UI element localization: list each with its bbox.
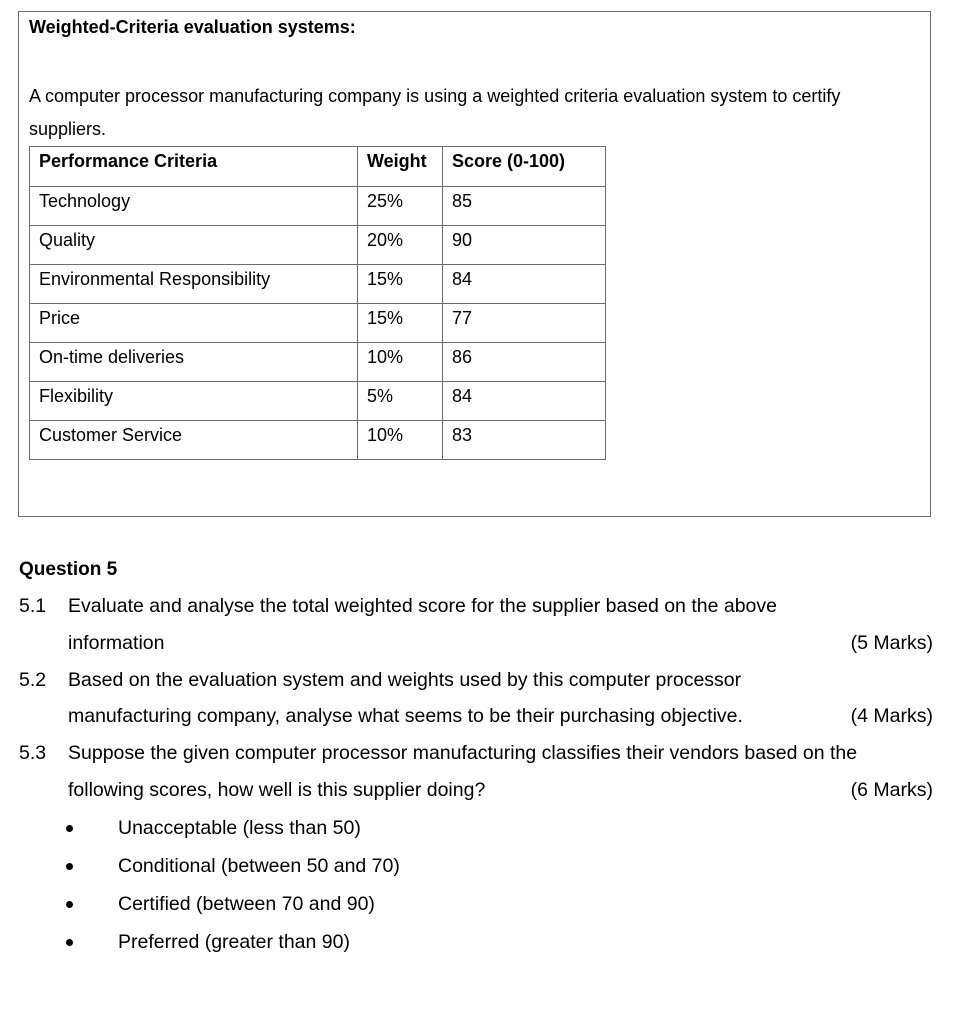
criteria-table [29, 146, 606, 460]
score-cell: 77 [443, 304, 606, 343]
weight-cell: 25% [358, 187, 443, 226]
header-performance-criteria: Performance Criteria [30, 147, 358, 187]
table-row [30, 343, 606, 382]
criteria-cell: On-time deliveries [30, 343, 358, 382]
question-text-line: Evaluate and analyse the total weighted score for the supplier based on the above [68, 595, 777, 617]
criteria-cell: Environmental Responsibility [30, 265, 358, 304]
question-text-line: Based on the evaluation system and weights used by this computer processor [68, 669, 742, 691]
weight-cell: 15% [358, 304, 443, 343]
case-title: Weighted-Criteria evaluation systems: [29, 17, 356, 37]
table-row [30, 265, 606, 304]
case-intro-line-2: suppliers. [29, 119, 107, 139]
case-box [18, 11, 931, 517]
question-number: 5.3 [19, 742, 47, 764]
case-intro-line-1: A computer processor manufacturing company is using a weighted criteria evaluation system to certify [29, 86, 841, 106]
bullet-text: Unacceptable (less than 50) [118, 817, 361, 839]
question-text-line: following scores, how well is this supplier doing? [68, 779, 486, 801]
bullet-icon [66, 901, 73, 908]
weight-cell: 15% [358, 265, 443, 304]
question-text-line: information [68, 632, 165, 654]
table-row [30, 187, 606, 226]
question-marks: (5 Marks) [850, 632, 933, 654]
weight-cell: 10% [358, 421, 443, 460]
weight-cell: 20% [358, 226, 443, 265]
score-cell: 84 [443, 265, 606, 304]
header-score: Score (0-100) [443, 147, 606, 187]
bullet-text: Certified (between 70 and 90) [118, 893, 375, 915]
question-title: Question 5 [19, 559, 118, 580]
case-intro [29, 80, 924, 146]
criteria-cell: Flexibility [30, 382, 358, 421]
score-cell: 86 [443, 343, 606, 382]
score-cell: 84 [443, 382, 606, 421]
question-number: 5.1 [19, 595, 47, 617]
score-cell: 85 [443, 187, 606, 226]
criteria-cell: Customer Service [30, 421, 358, 460]
question-text-line: Suppose the given computer processor manufacturing classifies their vendors based on the [68, 742, 858, 764]
weight-cell: 10% [358, 343, 443, 382]
table-row [30, 304, 606, 343]
bullet-icon [66, 863, 73, 870]
question-marks: (4 Marks) [850, 705, 933, 727]
score-cell: 90 [443, 226, 606, 265]
table-row [30, 226, 606, 265]
criteria-cell: Quality [30, 226, 358, 265]
weight-cell: 5% [358, 382, 443, 421]
question-number: 5.2 [19, 669, 47, 691]
criteria-cell: Price [30, 304, 358, 343]
table-header-row [30, 147, 606, 187]
question-text-line: manufacturing company, analyse what seems to be their purchasing objective. [68, 705, 743, 727]
table-row [30, 382, 606, 421]
bullet-text: Preferred (greater than 90) [118, 931, 350, 953]
header-weight: Weight [358, 147, 443, 187]
criteria-cell: Technology [30, 187, 358, 226]
score-cell: 83 [443, 421, 606, 460]
bullet-icon [66, 825, 73, 832]
bullet-icon [66, 939, 73, 946]
bullet-text: Conditional (between 50 and 70) [118, 855, 400, 877]
question-marks: (6 Marks) [850, 779, 933, 801]
table-row [30, 421, 606, 460]
